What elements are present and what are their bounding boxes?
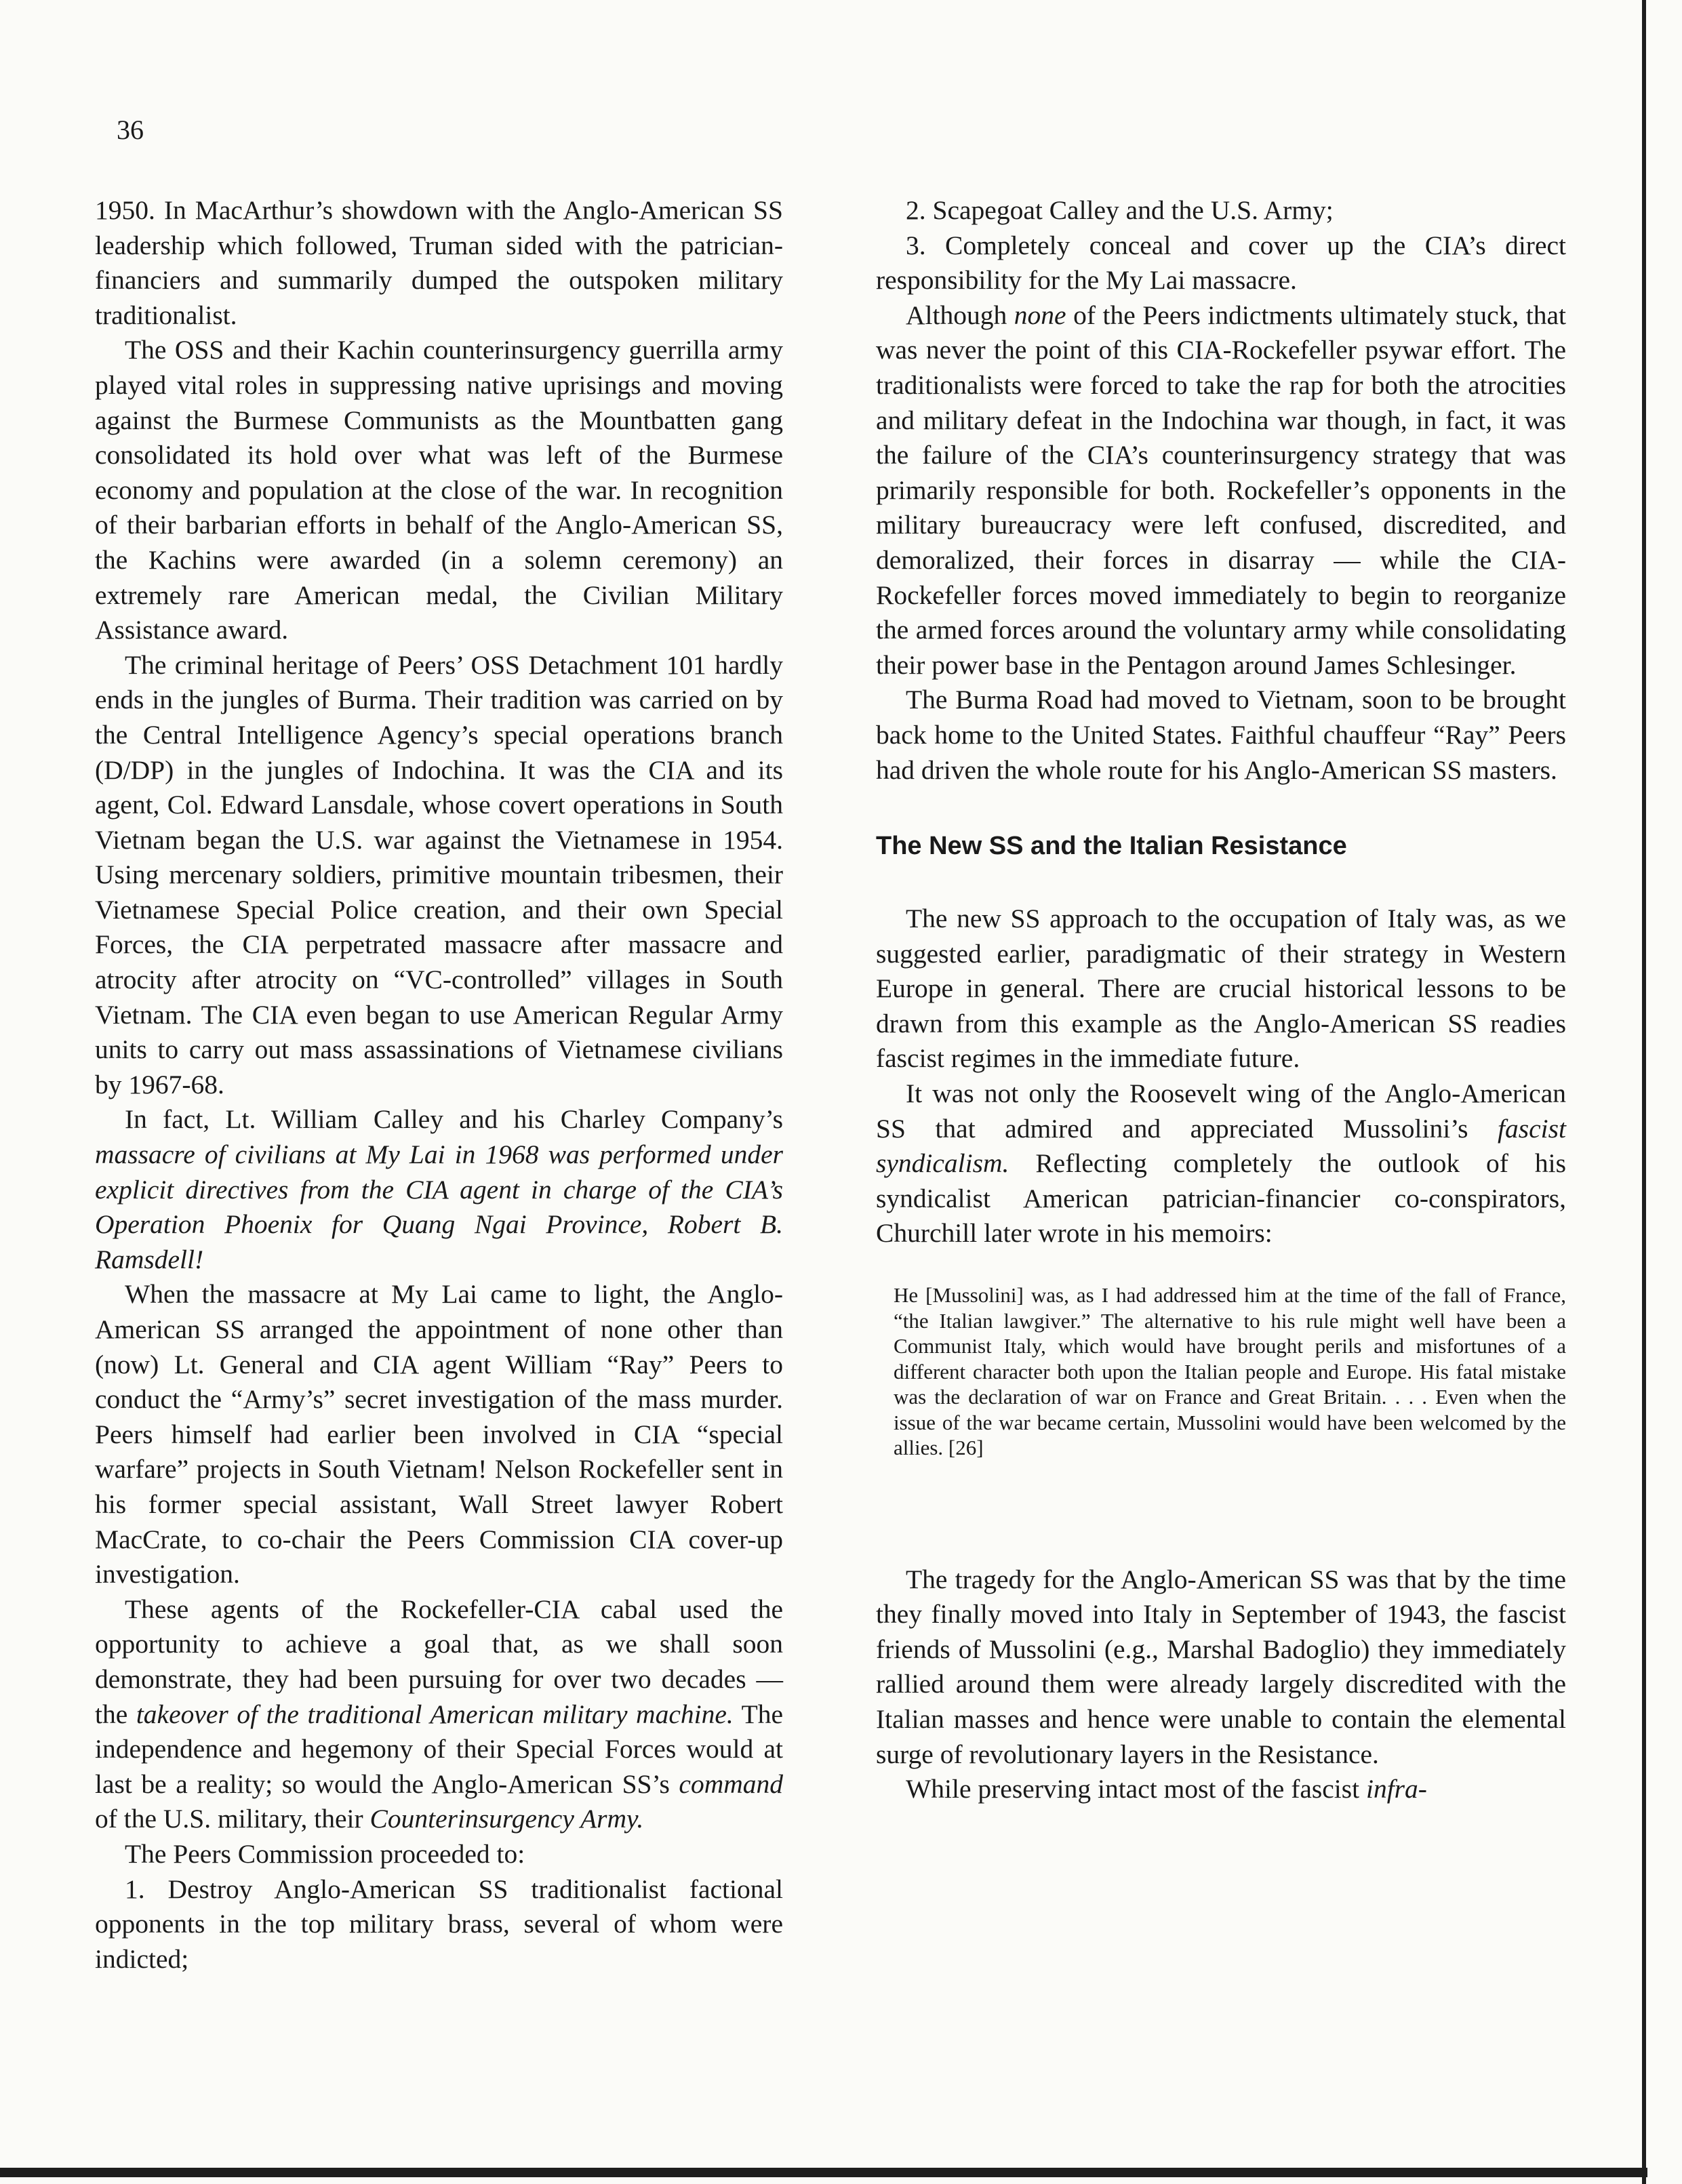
left-column-paragraph [95,1837,783,1872]
text-run: of the U.S. military, their [95,1804,370,1834]
text-run: While preserving intact most of the fascist [906,1774,1366,1804]
italic-text: takeover of the traditional American military machine. [136,1699,734,1729]
text-run: It was not only the Roosevelt wing of the Anglo-American SS that admired and appreciated Mussolini’s [876,1078,1566,1144]
text-run: 2. Scapegoat Calley and the U.S. Army; [906,195,1334,225]
left-column-paragraph [95,1592,783,1837]
right-column-paragraph [876,902,1566,1076]
text-run: When the massacre at My Lai came to light, the Anglo-American SS arranged the appointment of none other than (now) Lt. General and CIA agent William “Ray” Peers to conduct the “Army’s” secret investigation of the mass murder. Peers himself had earlier been involved in CIA “special warfare” projects in South Vietnam! Nelson Rockefeller sent in his former special assistant, Wall Street lawyer Robert MacCrate, to co-chair the Peers Commission CIA cover-up investigation. [95,1279,783,1590]
right-column-paragraph [876,193,1566,228]
right-column-paragraph [876,1076,1566,1251]
left-column-paragraph [95,1102,783,1277]
text-run: The OSS and their Kachin counterinsurgency guerrilla army played vital roles in suppressing native uprisings and moving against the Burmese Communists as the Mountbatten gang consolidated its hold over what was left of the Burmese economy and population at the close of the war. In recognition of their barbarian efforts in behalf of the Anglo-American SS, the Kachins were awarded (in a solemn ceremony) an extremely rare American medal, the Civilian Military Assistance award. [95,335,783,645]
text-run: The Peers Commission proceeded to: [125,1838,525,1869]
right-column-paragraph [876,1772,1566,1807]
text-run: In fact, Lt. William Calley and his Charley Company’s [125,1104,783,1135]
text-run: 1950. In MacArthur’s showdown with the Anglo-American SS leadership which followed, Truman sided with the patrician-financiers and summarily dumped the outspoken military traditionalist. [95,195,783,330]
left-column [95,193,783,1977]
text-run: He [Mussolini] was, as I had addressed him at the time of the fall of France, “the Italian lawgiver.” The alternative to his rule might well have been a Communist Italy, which would have brought perils and misfortunes of a different character both upon the Italian people and Europe. His fatal mistake was the declaration of war on France and Great Britain. . . . Even when the issue of the war became certain, Mussolini would have been welcomed by the allies. [26] [894,1283,1566,1460]
text-run: The criminal heritage of Peers’ OSS Detachment 101 hardly ends in the jungles of Burma. Their tradition was carried on by the Central Intelligence Agency’s special operations branch (D/DP) in the jungles of Indochina. It was the CIA and its agent, Col. Edward Lansdale, whose covert operations in South Vietnam began the U.S. war against the Vietnamese in 1954. Using mercenary soldiers, primitive mountain tribesmen, their Vietnamese Special Police creation, and their own Special Forces, the CIA perpetrated massacre after massacre and atrocity after atrocity on “VC-controlled” villages in South Vietnam. The CIA even began to use American Regular Army units to carry out mass assassinations of Vietnamese civilians by 1967-68. [95,649,783,1099]
text-run: The independence and hegemony of their Special Forces would at last be a reality; so would the Anglo-American SS’s [95,1699,783,1799]
left-column-paragraph [95,1872,783,1977]
right-column [876,193,1566,1807]
text-run: These agents of the Rockefeller-CIA cabal used the opportunity to achieve a goal that, as we shall soon demonstrate, they had been pursuing for over two decades — the [95,1594,783,1729]
text-run: Although [906,300,1014,330]
text-run: The tragedy for the Anglo-American SS was that by the time they finally moved into Italy in September of 1943, the fascist friends of Mussolini (e.g., Marshal Badoglio) they immediately rallied around them were already largely discredited with the Italian masses and hence were unable to contain the elemental surge of revolutionary layers in the Resistance. [876,1564,1566,1769]
right-column-paragraph [876,1562,1566,1773]
right-column-paragraph [876,683,1566,788]
text-run: 1. Destroy Anglo-American SS traditionalist factional opponents in the top military brass, several of whom were indicted; [95,1874,783,1974]
italic-text: none [1014,300,1066,330]
page-number: 36 [117,115,144,145]
text-run: 3. Completely conceal and cover up the CIA’s direct responsibility for the My Lai massacre. [876,230,1566,296]
left-column-paragraph [95,333,783,647]
left-column-paragraph [95,193,783,333]
left-column-paragraph [95,1277,783,1592]
italic-text: fascist syndicalism. [876,1113,1566,1179]
page-edge-rule [1642,0,1646,2184]
text-run: The Burma Road had moved to Vietnam, soon to be brought back home to the United States. Faithful chauffeur “Ray” Peers had driven the whole route for his Anglo-American SS masters. [876,685,1566,785]
page-bottom-rule [0,2168,1647,2177]
italic-text: Counterinsurgency Army. [369,1804,644,1834]
italic-text: massacre of civilians at My Lai in 1968 was performed under explicit directives from the CIA agent in charge of the CIA’s Operation Phoenix for Quang Ngai Province, Robert B. Ramsdell! [95,1139,783,1274]
left-column-paragraph [95,648,783,1103]
right-column-paragraph [876,228,1566,298]
section-heading [876,828,1566,864]
right-column-paragraph [876,298,1566,683]
text-run: The New SS and the Italian Resistance [876,832,1347,861]
text-run: The new SS approach to the occupation of Italy was, as we suggested earlier, paradigmatic of their strategy in Western Europe in general. There are crucial historical lessons to be drawn from this example as the Anglo-American SS readies fascist regimes in the immediate future. [876,904,1566,1074]
italic-text: infra- [1365,1774,1427,1804]
block-quote [894,1282,1566,1461]
italic-text: command [679,1768,783,1799]
text-run: of the Peers indictments ultimately stuck, that was never the point of this CIA-Rockefeller psywar effort. The traditionalists were forced to take the rap for both the atrocities and military defeat in the Indochina war though, in fact, it was the failure of the CIA’s counterinsurgency strategy that was primarily responsible for both. Rockefeller’s opponents in the military bureaucracy were left confused, discredited, and demoralized, their forces in disarray — while the CIA-Rockefeller forces moved immediately to begin to reorganize the armed forces around the voluntary army while consolidating their power base in the Pentagon around James Schlesinger. [876,300,1566,680]
text-run: Reflecting completely the outlook of his syndicalist American patrician-financier co-conspirators, Churchill later wrote in his memoirs: [876,1148,1566,1249]
